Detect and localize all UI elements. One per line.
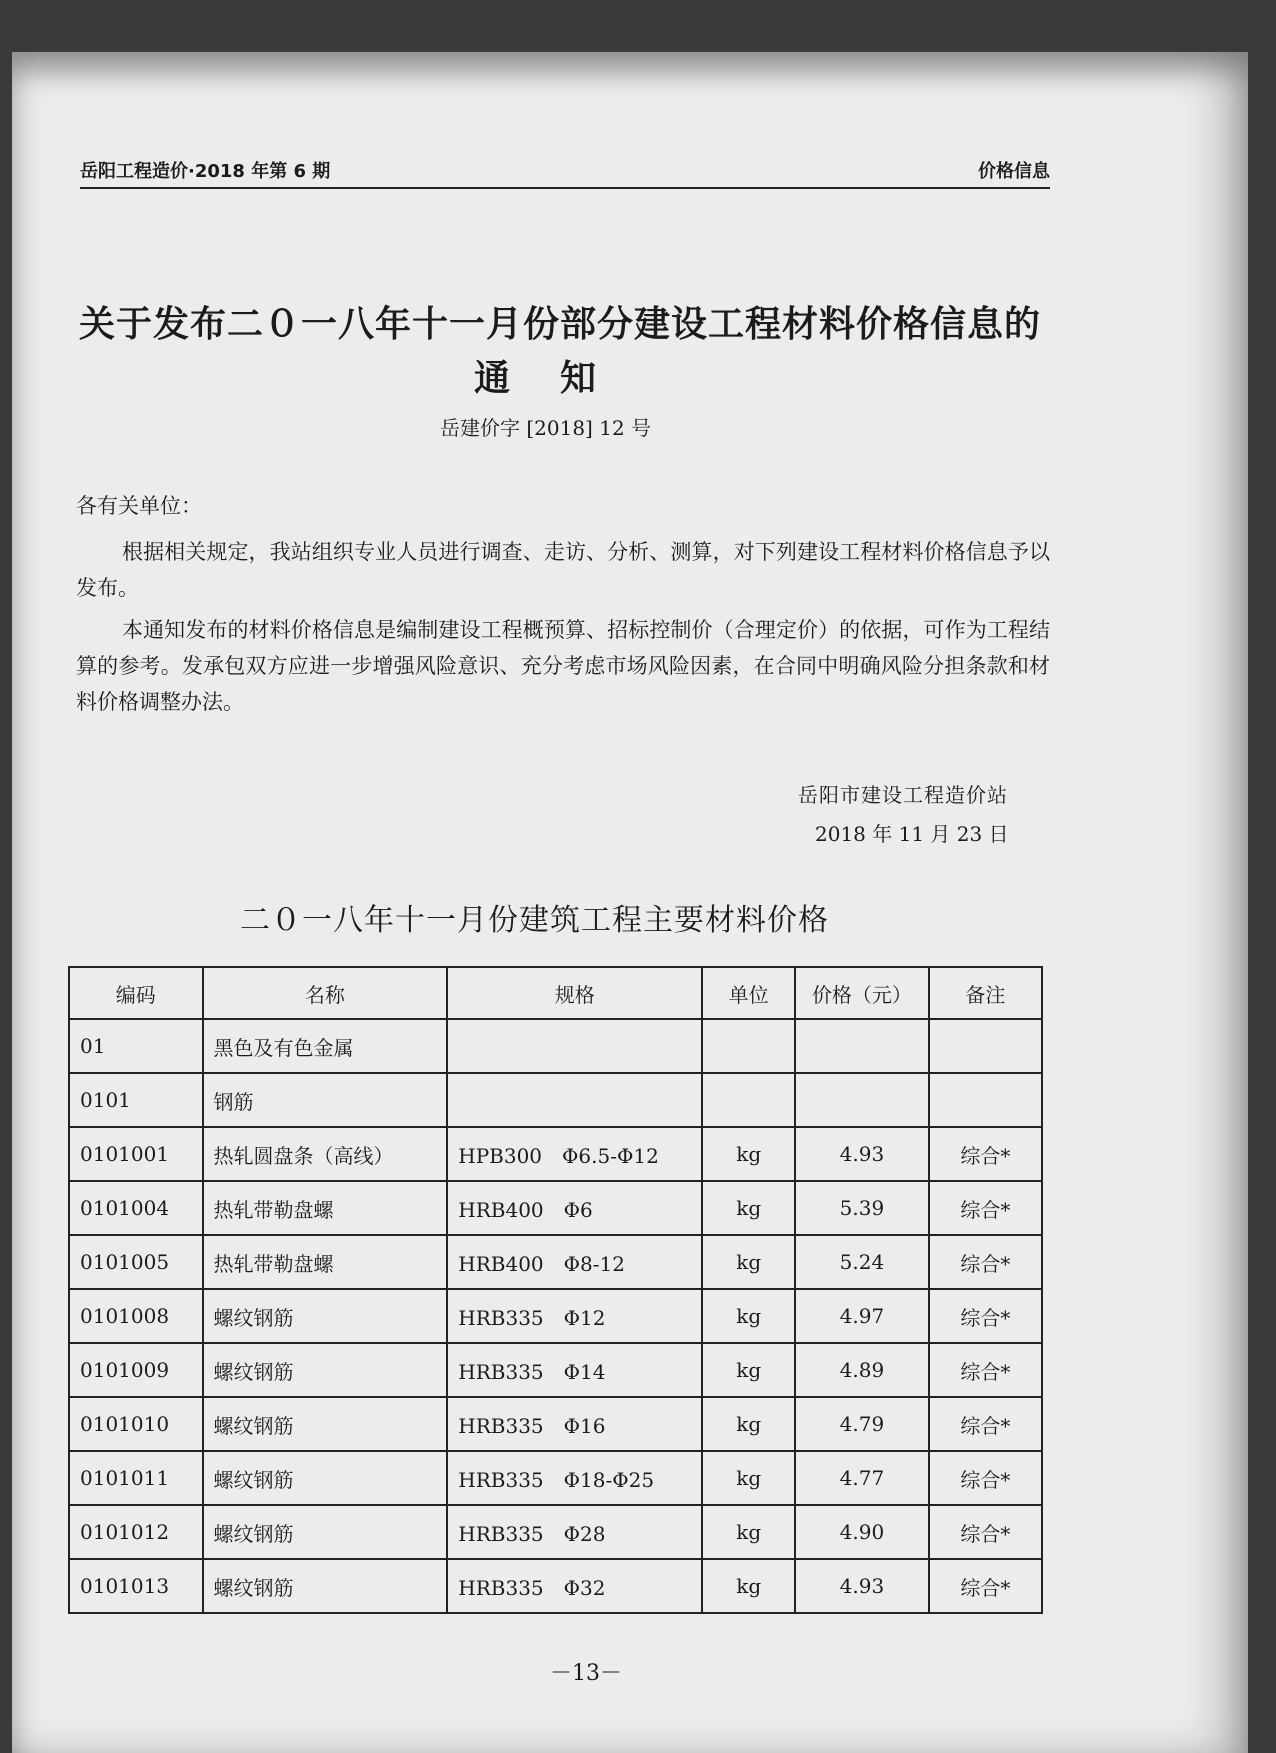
header-name: 名称: [203, 967, 448, 1019]
cell-price: 4.93: [795, 1559, 929, 1613]
cell-note: [929, 1073, 1042, 1127]
cell-price: 5.39: [795, 1181, 929, 1235]
cell-name: 热轧带勒盘螺: [203, 1181, 448, 1235]
cell-name: 热轧圆盘条（高线）: [203, 1127, 448, 1181]
cell-spec: [447, 1073, 702, 1127]
signature-date: 2018 年 11 月 23 日: [815, 822, 1009, 846]
document-number: 岳建价字 [2018] 12 号: [440, 416, 652, 440]
header-section: 价格信息: [978, 161, 1050, 182]
cell-unit: kg: [702, 1181, 795, 1235]
table-title: 二０一八年十一月份建筑工程主要材料价格: [240, 903, 829, 938]
cell-name: 螺纹钢筋: [203, 1343, 448, 1397]
cell-spec: HRB335 Φ14: [447, 1343, 702, 1397]
cell-name: 螺纹钢筋: [203, 1451, 448, 1505]
cell-unit: [702, 1019, 795, 1073]
table-row: [69, 1235, 1042, 1289]
table-row: [69, 1397, 1042, 1451]
cell-spec: HRB400 Φ6: [447, 1181, 702, 1235]
cell-price: 5.24: [795, 1235, 929, 1289]
table-row: [69, 1559, 1042, 1613]
cell-note: 综合*: [929, 1397, 1042, 1451]
running-header: [80, 159, 1050, 189]
cell-name: 热轧带勒盘螺: [203, 1235, 448, 1289]
cell-name: 黑色及有色金属: [203, 1019, 448, 1073]
cell-unit: kg: [702, 1235, 795, 1289]
cell-spec: HRB400 Φ8-12: [447, 1235, 702, 1289]
cell-note: 综合*: [929, 1235, 1042, 1289]
cell-price: 4.79: [795, 1397, 929, 1451]
table-row: [69, 1073, 1042, 1127]
cell-spec: HRB335 Φ28: [447, 1505, 702, 1559]
cell-code: 0101010: [69, 1397, 203, 1451]
table-row: [69, 1343, 1042, 1397]
cell-code: 01: [69, 1019, 203, 1073]
page-number: －13－: [550, 1661, 622, 1686]
cell-note: 综合*: [929, 1127, 1042, 1181]
paragraph-1: 根据相关规定，我站组织专业人员进行调查、走访、分析、测算，对下列建设工程材料价格信息予以发布。: [76, 540, 1050, 600]
cell-code: 0101009: [69, 1343, 203, 1397]
cell-note: 综合*: [929, 1559, 1042, 1613]
cell-name: 钢筋: [203, 1073, 448, 1127]
cell-unit: kg: [702, 1505, 795, 1559]
cell-unit: kg: [702, 1451, 795, 1505]
cell-unit: kg: [702, 1343, 795, 1397]
table-row: [69, 1019, 1042, 1073]
cell-code: 0101: [69, 1073, 203, 1127]
cell-spec: HRB335 Φ32: [447, 1559, 702, 1613]
cell-spec: HPB300 Φ6.5-Φ12: [447, 1127, 702, 1181]
salutation: 各有关单位：: [76, 494, 202, 518]
cell-price: 4.93: [795, 1127, 929, 1181]
header-code: 编码: [69, 967, 203, 1019]
cell-name: 螺纹钢筋: [203, 1559, 448, 1613]
header-unit: 单位: [702, 967, 795, 1019]
cell-code: 0101011: [69, 1451, 203, 1505]
notice-title: 关于发布二０一八年十一月份部分建设工程材料价格信息的: [78, 303, 1041, 345]
cell-note: 综合*: [929, 1343, 1042, 1397]
cell-price: 4.97: [795, 1289, 929, 1343]
signature-organization: 岳阳市建设工程造价站: [798, 783, 1008, 807]
cell-price: 4.77: [795, 1451, 929, 1505]
cell-spec: HRB335 Φ16: [447, 1397, 702, 1451]
header-price: 价格（元）: [795, 967, 929, 1019]
cell-code: 0101005: [69, 1235, 203, 1289]
header-spec: 规格: [447, 967, 702, 1019]
paragraph-2: 本通知发布的材料价格信息是编制建设工程概预算、招标控制价（合理定价）的依据，可作为工程结算的参考。发承包双方应进一步增强风险意识、充分考虑市场风险因素，在合同中明确风险分担条款和材料价格调整办法。: [76, 618, 1050, 714]
table-row: [69, 1289, 1042, 1343]
header-note: 备注: [929, 967, 1042, 1019]
cell-unit: [702, 1073, 795, 1127]
notice-title-line2: 通知: [473, 357, 646, 399]
cell-spec: HRB335 Φ12: [447, 1289, 702, 1343]
cell-unit: kg: [702, 1127, 795, 1181]
cell-note: 综合*: [929, 1289, 1042, 1343]
table-row: [69, 1451, 1042, 1505]
cell-unit: kg: [702, 1289, 795, 1343]
table-row: [69, 1181, 1042, 1235]
header-journal-issue: 岳阳工程造价·2018 年第 6 期: [80, 161, 331, 182]
cell-price: 4.89: [795, 1343, 929, 1397]
cell-price: [795, 1073, 929, 1127]
cell-note: 综合*: [929, 1451, 1042, 1505]
table-header-row: [69, 967, 1042, 1019]
cell-name: 螺纹钢筋: [203, 1505, 448, 1559]
cell-name: 螺纹钢筋: [203, 1289, 448, 1343]
cell-code: 0101012: [69, 1505, 203, 1559]
cell-note: 综合*: [929, 1181, 1042, 1235]
cell-unit: kg: [702, 1559, 795, 1613]
cell-note: 综合*: [929, 1505, 1042, 1559]
cell-code: 0101004: [69, 1181, 203, 1235]
cell-note: [929, 1019, 1042, 1073]
cell-price: [795, 1019, 929, 1073]
table-row: [69, 1127, 1042, 1181]
cell-price: 4.90: [795, 1505, 929, 1559]
table-row: [69, 1505, 1042, 1559]
cell-code: 0101008: [69, 1289, 203, 1343]
cell-spec: [447, 1019, 702, 1073]
cell-name: 螺纹钢筋: [203, 1397, 448, 1451]
material-price-table: [68, 966, 1043, 1614]
cell-code: 0101013: [69, 1559, 203, 1613]
cell-spec: HRB335 Φ18-Φ25: [447, 1451, 702, 1505]
cell-code: 0101001: [69, 1127, 203, 1181]
cell-unit: kg: [702, 1397, 795, 1451]
